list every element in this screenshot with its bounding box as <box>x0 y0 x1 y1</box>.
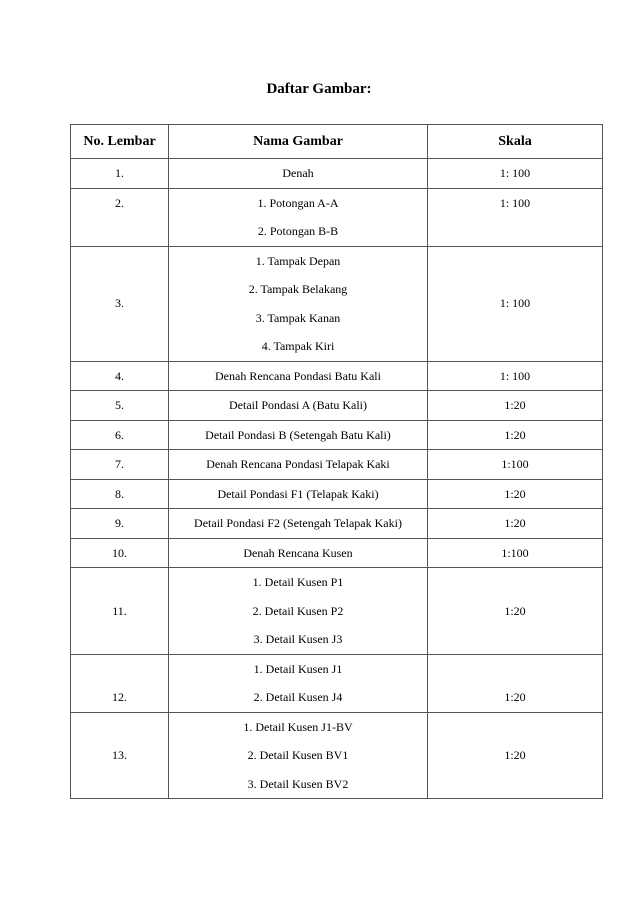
table-row <box>71 538 603 568</box>
drawing-name: 1. Detail Kusen P1 <box>252 575 344 589</box>
drawing-name: 1. Tampak Depan <box>255 253 341 268</box>
drawing-name: Detail Pondasi F1 (Telapak Kaki) <box>169 479 428 509</box>
table-row <box>71 712 603 799</box>
table-row <box>71 391 603 421</box>
drawing-name: 2. Tampak Belakang <box>248 282 348 296</box>
drawing-name-cell <box>169 246 428 361</box>
drawing-name-cell <box>169 568 428 655</box>
scale-value: 1: 100 <box>428 246 603 361</box>
scale-value: 1:20 <box>428 420 603 450</box>
scale-value: 1:20 <box>428 568 603 655</box>
drawing-name-cell <box>169 188 428 246</box>
scale-value: 1:100 <box>428 538 603 568</box>
header-scale: Skala <box>428 125 603 159</box>
page-title: Daftar Gambar: <box>266 81 372 97</box>
scale-value: 1:100 <box>428 450 603 480</box>
table-row <box>71 420 603 450</box>
header-drawing-name: Nama Gambar <box>169 125 428 159</box>
drawing-name: Detail Pondasi B (Setengah Batu Kali) <box>169 420 428 450</box>
drawing-name: 2. Potongan B-B <box>257 224 339 238</box>
sheet-number: 8. <box>71 479 169 509</box>
scale-value: 1: 100 <box>428 188 603 246</box>
drawing-name: 3. Detail Kusen BV2 <box>247 776 349 791</box>
drawing-name: 2. Detail Kusen J4 <box>253 690 343 704</box>
drawing-name: 1. Potongan A-A <box>257 195 339 210</box>
scale-value: 1:20 <box>428 479 603 509</box>
drawing-name-cell <box>169 712 428 799</box>
sheet-number: 6. <box>71 420 169 450</box>
sheet-number: 11. <box>71 568 169 655</box>
drawing-name: Denah Rencana Pondasi Batu Kali <box>169 361 428 391</box>
drawing-name-cell <box>169 654 428 712</box>
drawing-name: 3. Tampak Kanan <box>255 310 341 325</box>
drawing-name: 2. Detail Kusen BV1 <box>247 748 349 762</box>
sheet-number: 12. <box>71 654 169 712</box>
sheet-number: 3. <box>71 246 169 361</box>
sheet-number: 5. <box>71 391 169 421</box>
sheet-number: 9. <box>71 509 169 539</box>
sheet-number: 1. <box>71 159 169 189</box>
scale-value: 1:20 <box>428 391 603 421</box>
scale-value: 1:20 <box>428 654 603 712</box>
table-row <box>71 361 603 391</box>
table-row <box>71 568 603 655</box>
scale-value: 1:20 <box>428 712 603 799</box>
header-sheet-number: No. Lembar <box>71 125 169 159</box>
sheet-number: 4. <box>71 361 169 391</box>
sheet-number: 10. <box>71 538 169 568</box>
sheet-number: 7. <box>71 450 169 480</box>
drawing-name: Denah Rencana Kusen <box>169 538 428 568</box>
drawing-name: 4. Tampak Kiri <box>261 339 335 353</box>
drawing-name: Detail Pondasi A (Batu Kali) <box>169 391 428 421</box>
drawing-name: 1. Detail Kusen J1-BV <box>243 719 353 734</box>
drawing-list-table <box>70 124 603 799</box>
drawing-name: Denah Rencana Pondasi Telapak Kaki <box>169 450 428 480</box>
table-row <box>71 509 603 539</box>
table-row <box>71 159 603 189</box>
drawing-name: 1. Detail Kusen J1 <box>253 661 343 676</box>
drawing-name: Detail Pondasi F2 (Setengah Telapak Kaki) <box>169 509 428 539</box>
drawing-name: Denah <box>169 159 428 189</box>
sheet-number: 13. <box>71 712 169 799</box>
table-header-row <box>71 125 603 159</box>
table-row <box>71 246 603 361</box>
table-row <box>71 188 603 246</box>
scale-value: 1: 100 <box>428 159 603 189</box>
table-row <box>71 450 603 480</box>
drawing-name: 2. Detail Kusen P2 <box>252 603 344 618</box>
sheet-number: 2. <box>71 188 169 246</box>
scale-value: 1:20 <box>428 509 603 539</box>
table-row <box>71 479 603 509</box>
scale-value: 1: 100 <box>428 361 603 391</box>
drawing-name: 3. Detail Kusen J3 <box>253 632 343 646</box>
table-row <box>71 654 603 712</box>
